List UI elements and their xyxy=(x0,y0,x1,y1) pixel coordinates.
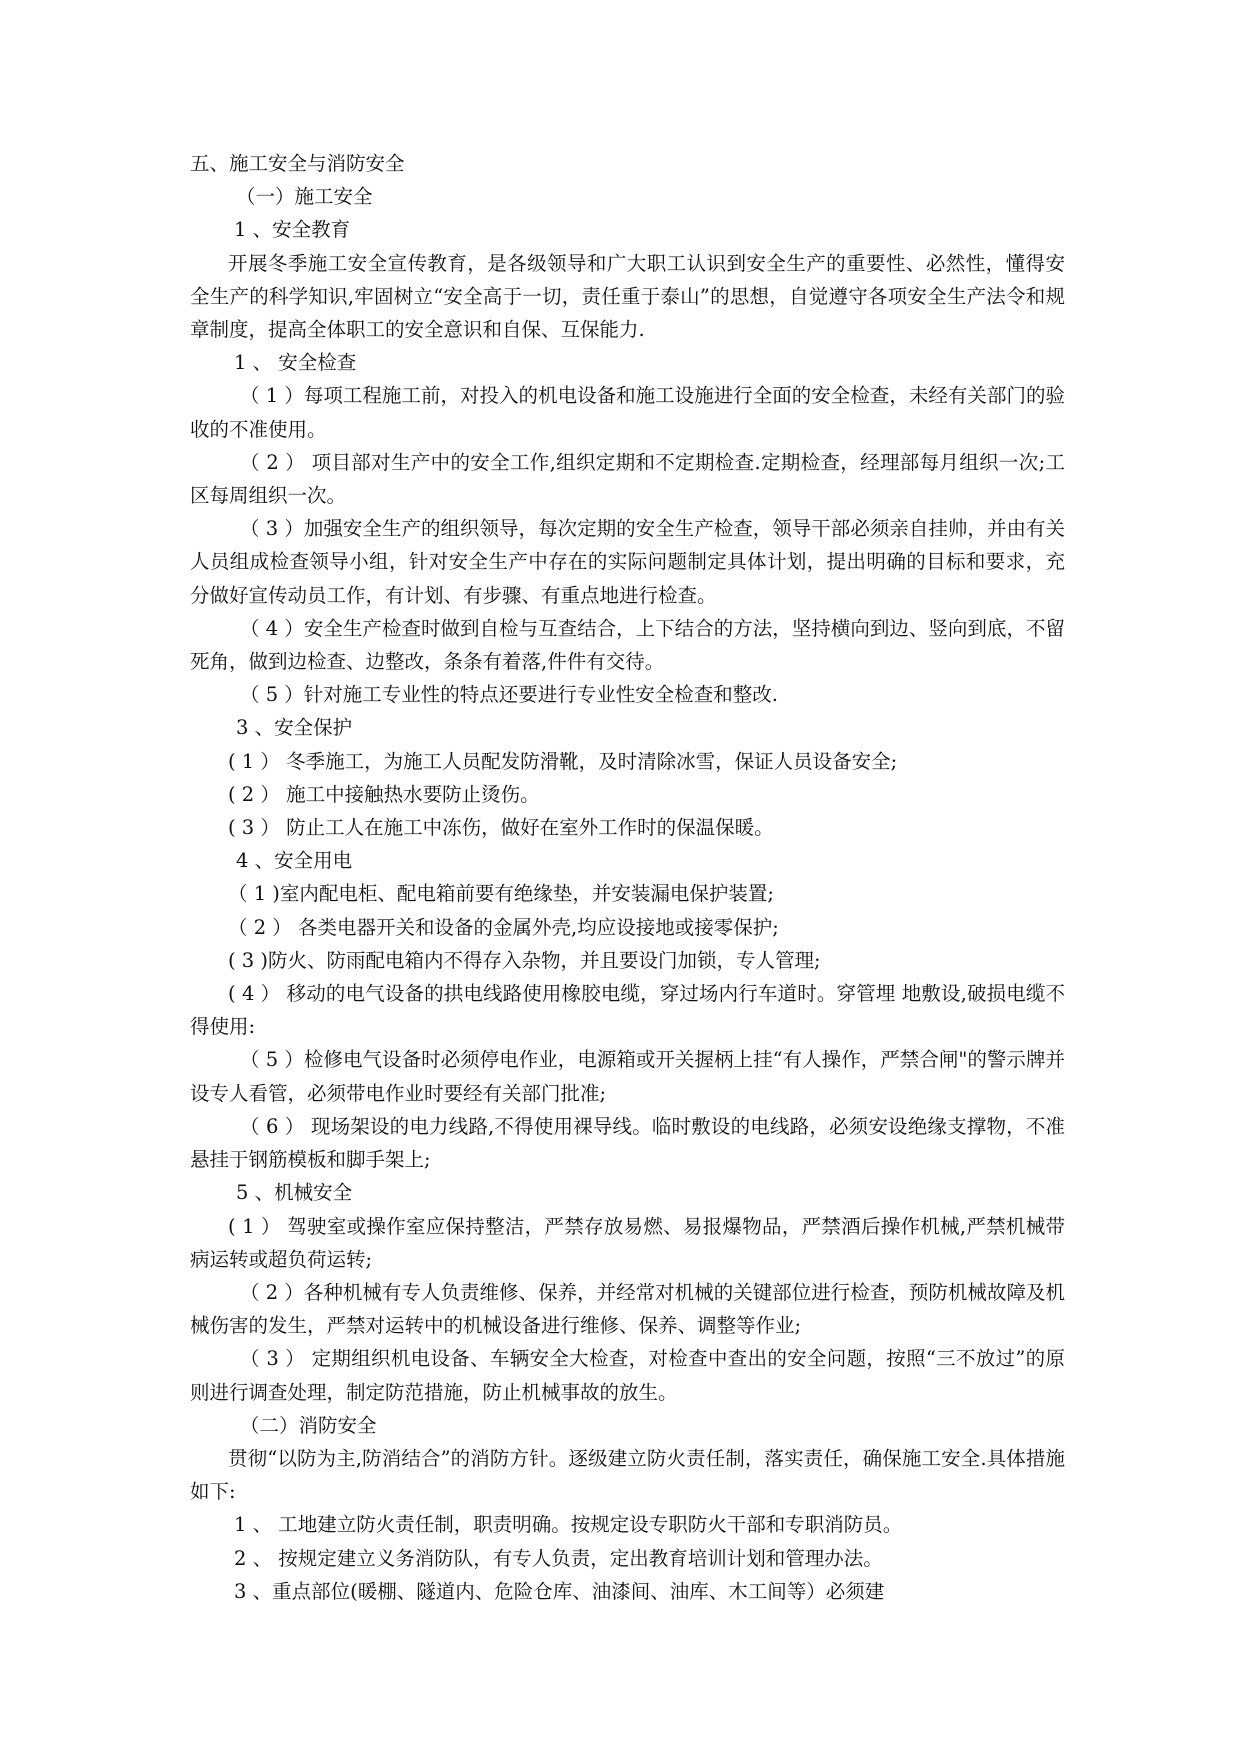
paragraph: （ 2 ） 项目部对生产中的安全工作,组织定期和不定期检查.定期检查，经理部每月组织一次;工区每周组织一次。 xyxy=(190,450,1065,508)
paragraph: ( 3 )防火、防雨配电箱内不得存入杂物，并且要设门加锁，专人管理; xyxy=(228,948,821,972)
item-heading: 4 、安全用电 xyxy=(236,849,353,873)
paragraph: 3 、重点部位(暖棚、隧道内、危险仓库、油漆间、油库、木工间等）必须建 xyxy=(234,1579,885,1603)
paragraph: 1 、 工地建立防火责任制，职责明确。按规定设专职防火干部和专职消防员。 xyxy=(234,1513,903,1537)
paragraph: （ 2 ）各种机械有专人负责维修、保养，并经常对机械的关键部位进行检查，预防机械故障及机械伤害的发生，严禁对运转中的机械设备进行维修、保养、调整等作业; xyxy=(190,1280,1065,1338)
section-heading: 五、施工安全与消防安全 xyxy=(190,152,405,175)
paragraph: （ 6 ） 现场架设的电力线路,不得使用裸导线。临时敷设的电线路，必须安设绝缘支撑物，不准悬挂于钢筋模板和脚手架上; xyxy=(190,1114,1065,1172)
subsection-heading: （一）施工安全 xyxy=(236,185,373,209)
paragraph: ( 3 ） 防止工人在施工中冻伤，做好在室外工作时的保温保暖。 xyxy=(228,816,774,840)
paragraph: （ 3 ）加强安全生产的组织领导，每次定期的安全生产检查，领导干部必须亲自挂帅，并由有关人员组成检查领导小组，针对安全生产中存在的实际问题制定具体计划，提出明确的目标和要求，充分做好宣传动员工作，有计划、有步骤、有重点地进行检查。 xyxy=(190,517,1065,607)
paragraph: （ 5 ）针对施工专业性的特点还要进行专业性安全检查和整改. xyxy=(240,683,779,707)
paragraph: （ 3 ） 定期组织机电设备、车辆安全大检查，对检查中查出的安全问题，按照“三不放过”的原则进行调查处理，制定防范措施，防止机械事故的放生。 xyxy=(190,1347,1065,1404)
document-body xyxy=(190,147,1065,1608)
paragraph: ( 2 ） 施工中接触热水要防止烫伤。 xyxy=(228,782,540,806)
paragraph: ( 1 ） 冬季施工，为施工人员配发防滑靴，及时清除冰雪，保证人员设备安全; xyxy=(228,749,898,773)
paragraph: 2 、 按规定建立义务消防队，有专人负责，定出教育培训计划和管理办法。 xyxy=(234,1546,883,1570)
paragraph: （ 4 ）安全生产检查时做到自检与互查结合，上下结合的方法，坚持横向到边、竖向到底，不留死角，做到边检查、边整改，条条有着落,件件有交待。 xyxy=(190,616,1065,674)
paragraph: （ 1 )室内配电柜、配电箱前要有绝缘垫，并安装漏电保护装置; xyxy=(228,882,774,906)
item-heading: 3 、安全保护 xyxy=(236,716,353,740)
subsection-heading: （二）消防安全 xyxy=(240,1413,377,1437)
paragraph: ( 4 ） 移动的电气设备的拱电线路使用橡胶电缆，穿过场内行车道时。穿管埋 地敷设,破损电缆不得使用: xyxy=(190,982,1065,1039)
paragraph: （ 1 ）每项工程施工前，对投入的机电设备和施工设施进行全面的安全检查，未经有关部门的验收的不准使用。 xyxy=(190,384,1065,441)
item-heading: 1 、 安全检查 xyxy=(234,351,357,375)
item-heading: 5 、机械安全 xyxy=(236,1181,353,1205)
paragraph: 贯彻“以防为主,防消结合”的消防方针。逐级建立防火责任制，落实责任，确保施工安全.具体措施如下: xyxy=(190,1446,1065,1504)
paragraph: （ 5 ）检修电气设备时必须停电作业，电源箱或开关握柄上挂“有人操作，严禁合闸"的警示牌并设专人看管，必须带电作业时要经有关部门批准; xyxy=(190,1048,1065,1105)
paragraph: ( 1 ） 驾驶室或操作室应保持整洁，严禁存放易燃、易报爆物品，严禁酒后操作机械,严禁机械带病运转或超负荷运转; xyxy=(190,1214,1065,1271)
item-heading: 1 、安全教育 xyxy=(234,218,351,242)
paragraph: 开展冬季施工安全宣传教育，是各级领导和广大职工认识到安全生产的重要性、必然性，懂得安全生产的科学知识,牢固树立“安全高于一切，责任重于泰山”的思想，自觉遵守各项安全生产法令和规章制度，提高全体职工的安全意识和自保、互保能力. xyxy=(190,251,1065,342)
paragraph: （ 2 ） 各类电器开关和设备的金属外壳,均应设接地或接零保护; xyxy=(228,915,779,939)
